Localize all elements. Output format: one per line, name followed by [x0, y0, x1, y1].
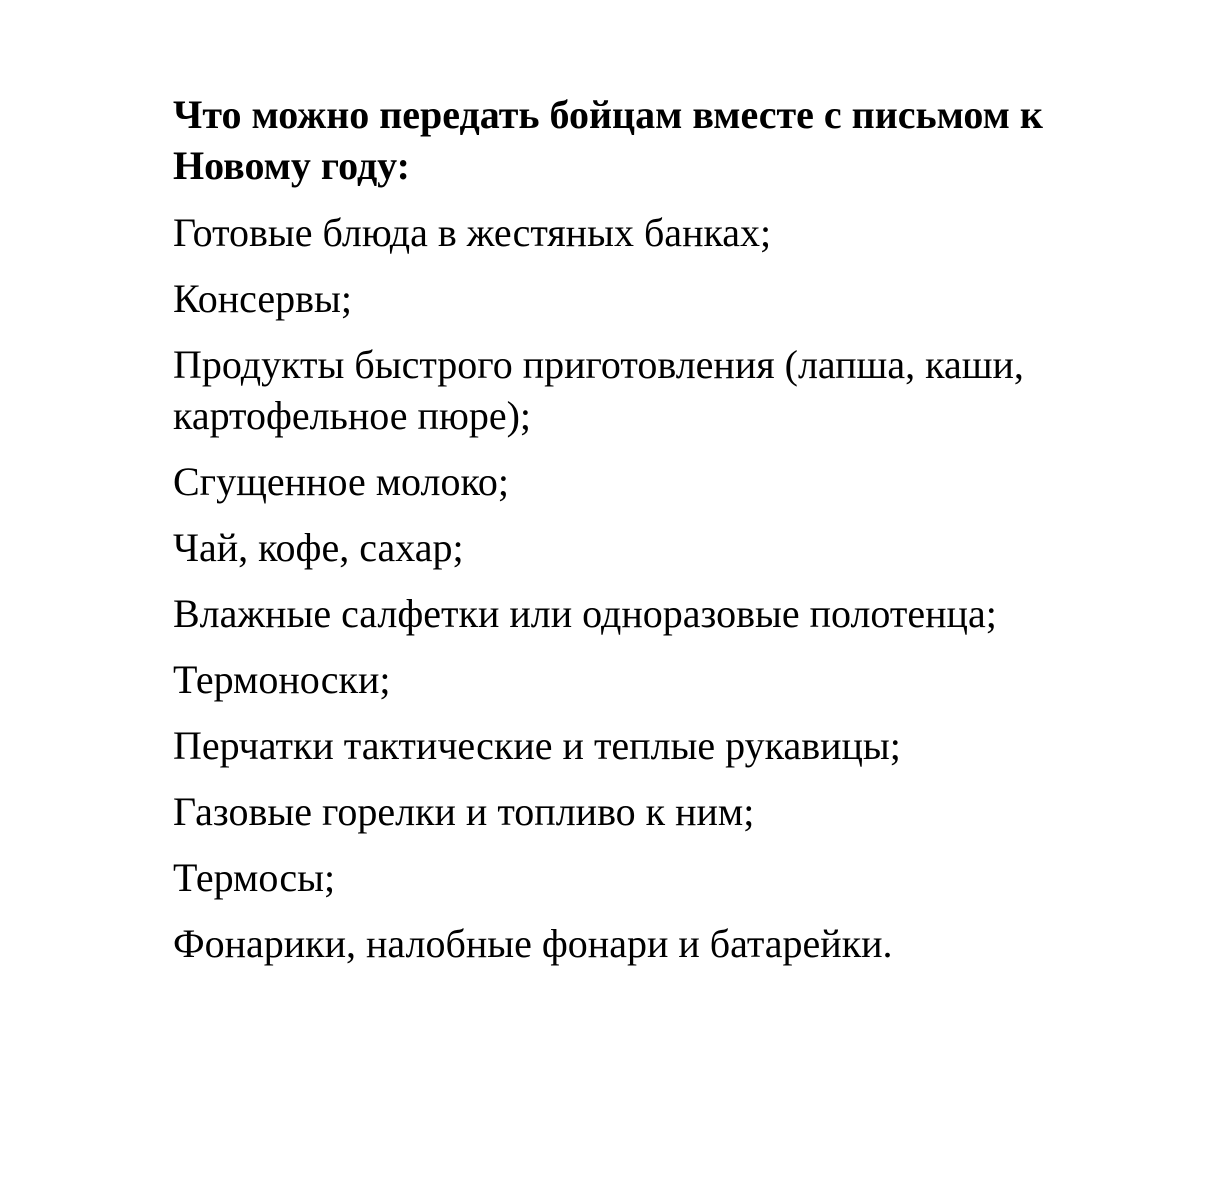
list-item: Термосы;: [173, 855, 336, 900]
list-item: Готовые блюда в жестяных банках;: [173, 210, 772, 255]
list-item: Сгущенное молоко;: [173, 459, 509, 504]
list-item: Газовые горелки и топливо к ним;: [173, 789, 755, 834]
list-item: Консервы;: [173, 276, 352, 321]
list-item: Влажные салфетки или одноразовые полотенца;: [173, 591, 997, 636]
list-item: Продукты быстрого приготовления (лапша, каши, картофельное пюре);: [173, 342, 1024, 438]
list-item: Фонарики, налобные фонари и батарейки.: [173, 921, 893, 966]
items-list: [173, 207, 1133, 969]
list-item: Перчатки тактические и теплые рукавицы;: [173, 723, 901, 768]
list-item: Чай, кофе, сахар;: [173, 525, 464, 570]
list-item: Термоноски;: [173, 657, 391, 702]
document-title: Что можно передать бойцам вместе с письмом к Новому году:: [173, 92, 1043, 188]
document-body: [173, 89, 1133, 969]
